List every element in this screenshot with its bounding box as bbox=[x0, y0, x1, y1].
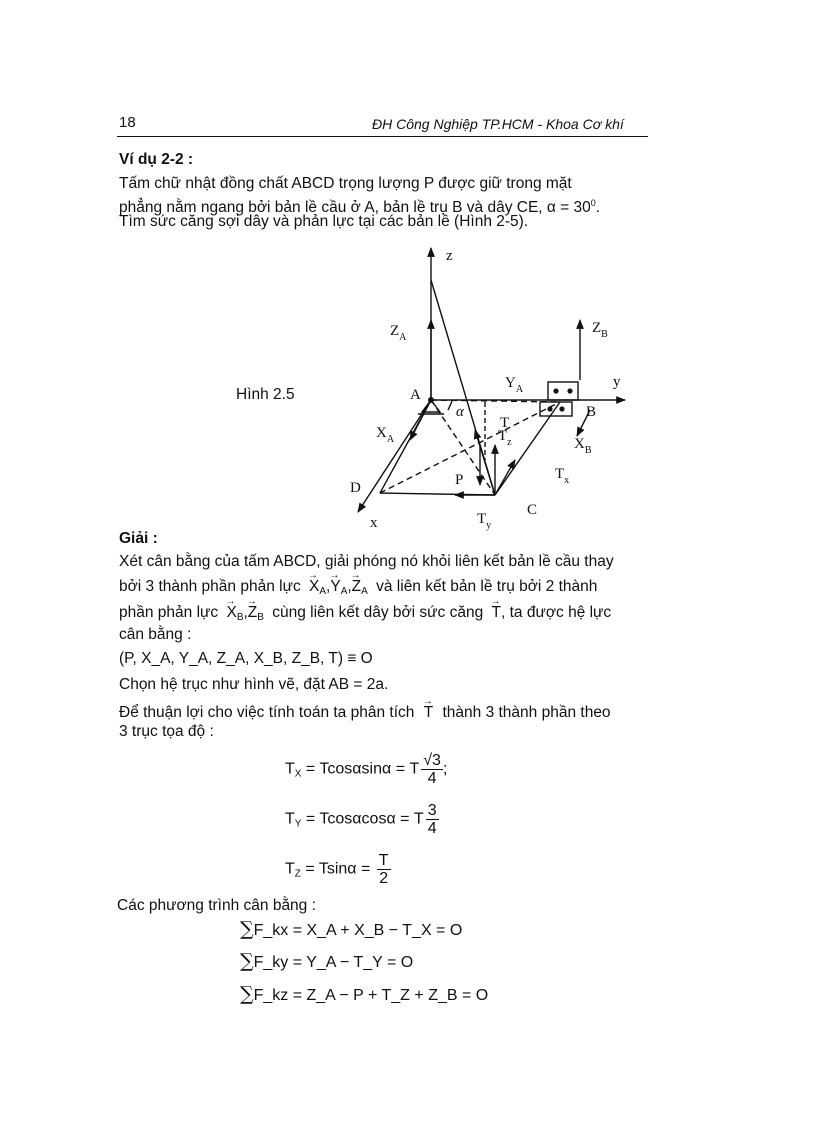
x-axis bbox=[358, 400, 431, 512]
formula-ty: $T_Y = Tcos\alpha\cos\alpha = T$ $\frac{3}{4}$ bbox=[285, 802, 437, 837]
figure-2-5 bbox=[340, 240, 640, 540]
running-header: ĐH Công Nghiệp TP.HCM - Khoa Cơ khí bbox=[372, 116, 624, 132]
label-XB: $X_B$ bbox=[574, 436, 592, 456]
axes-line: Chọn hệ trục như hình vẽ, đặt AB = 2a. bbox=[119, 676, 389, 693]
label-C: C bbox=[527, 502, 538, 518]
equation-x: ∑F_kx = X_A + X_B − T_X = O bbox=[240, 918, 463, 940]
XA-vector bbox=[410, 400, 431, 440]
label-D: D bbox=[350, 480, 361, 496]
solution-line-2: bởi 3 thành phần phản lực → $X_A,\to Y_A,\to Z_A$ và liên kết bản lề trụ bởi 2 thành bbox=[119, 578, 597, 601]
label-Ty: $T_y$ bbox=[477, 511, 492, 531]
formula-tx: $T_X = Tcos\alpha\sin\alpha = T$ $\frac{√3}{4}$ ; bbox=[285, 752, 448, 787]
label-T: T bbox=[500, 415, 510, 431]
label-YA: $Y_A$ bbox=[505, 375, 524, 395]
label-Tx: $T_x$ bbox=[555, 466, 570, 486]
Tx-vector bbox=[495, 460, 515, 495]
page-number: 18 bbox=[119, 114, 136, 131]
label-Tz: $T_z$ bbox=[498, 428, 512, 448]
label-B: B bbox=[586, 404, 597, 420]
alpha-arc bbox=[448, 400, 452, 410]
T-vector bbox=[475, 430, 495, 495]
diagonal-DB bbox=[380, 402, 560, 493]
label-ZA: $Z_A$ bbox=[390, 323, 407, 343]
example-heading: Ví dụ 2-2 : bbox=[119, 151, 194, 168]
label-XA: $X_A$ bbox=[376, 425, 395, 445]
label-alpha: α bbox=[456, 404, 464, 420]
decomp-line-1: Để thuận lợi cho việc tính toán ta phân tích → T thành 3 thành phần theo bbox=[119, 704, 611, 722]
figure-caption: Hình 2.5 bbox=[236, 386, 295, 403]
label-ZB: $Z_B$ bbox=[592, 320, 608, 340]
example-line-2: phẳng nằm ngang bởi bản lề cầu ở A, bản lề trụ B và dây CE, $\alpha = 30^0$. bbox=[119, 198, 601, 217]
equation-z: ∑F_kz = Z_A − P + T_Z + Z_B = O bbox=[240, 983, 489, 1005]
solution-heading: Giải : bbox=[119, 530, 158, 547]
solution-line-1: Xét cân bằng của tấm ABCD, giải phóng nó khỏi liên kết bản lề cầu thay bbox=[119, 553, 614, 570]
label-y: y bbox=[613, 374, 621, 390]
label-z: z bbox=[446, 248, 453, 264]
example-line-3: Tìm sức căng sợi dây và phản lực tại các bản lề (Hình 2-5). bbox=[119, 213, 529, 230]
label-x: x bbox=[370, 515, 378, 531]
example-line-1: Tấm chữ nhật đồng chất ABCD trọng lượng P được giữ trong mặt bbox=[119, 175, 572, 192]
decomp-line-2: 3 trục tọa độ : bbox=[119, 723, 214, 740]
label-P: P bbox=[455, 472, 464, 488]
formula-tz: $T_Z = Tsin\alpha$ = $\frac{T}{2}$ bbox=[285, 852, 389, 887]
equations-heading: Các phương trình cân bằng : bbox=[117, 897, 316, 914]
equation-y: ∑F_ky = Y_A − T_Y = O bbox=[240, 950, 414, 972]
force-system: (P, X_A, Y_A, Z_A, X_B, Z_B, T) ≡ O bbox=[119, 650, 373, 667]
solution-line-3: phần phản lực → $X_B,\to Z_B$ cùng liên kết dây bởi sức căng → T, ta được hệ lực bbox=[119, 604, 611, 627]
hinge-B-upper bbox=[548, 382, 578, 400]
label-A: A bbox=[410, 387, 421, 403]
header-rule bbox=[117, 136, 648, 137]
solution-line-4: cân bằng : bbox=[119, 626, 192, 643]
